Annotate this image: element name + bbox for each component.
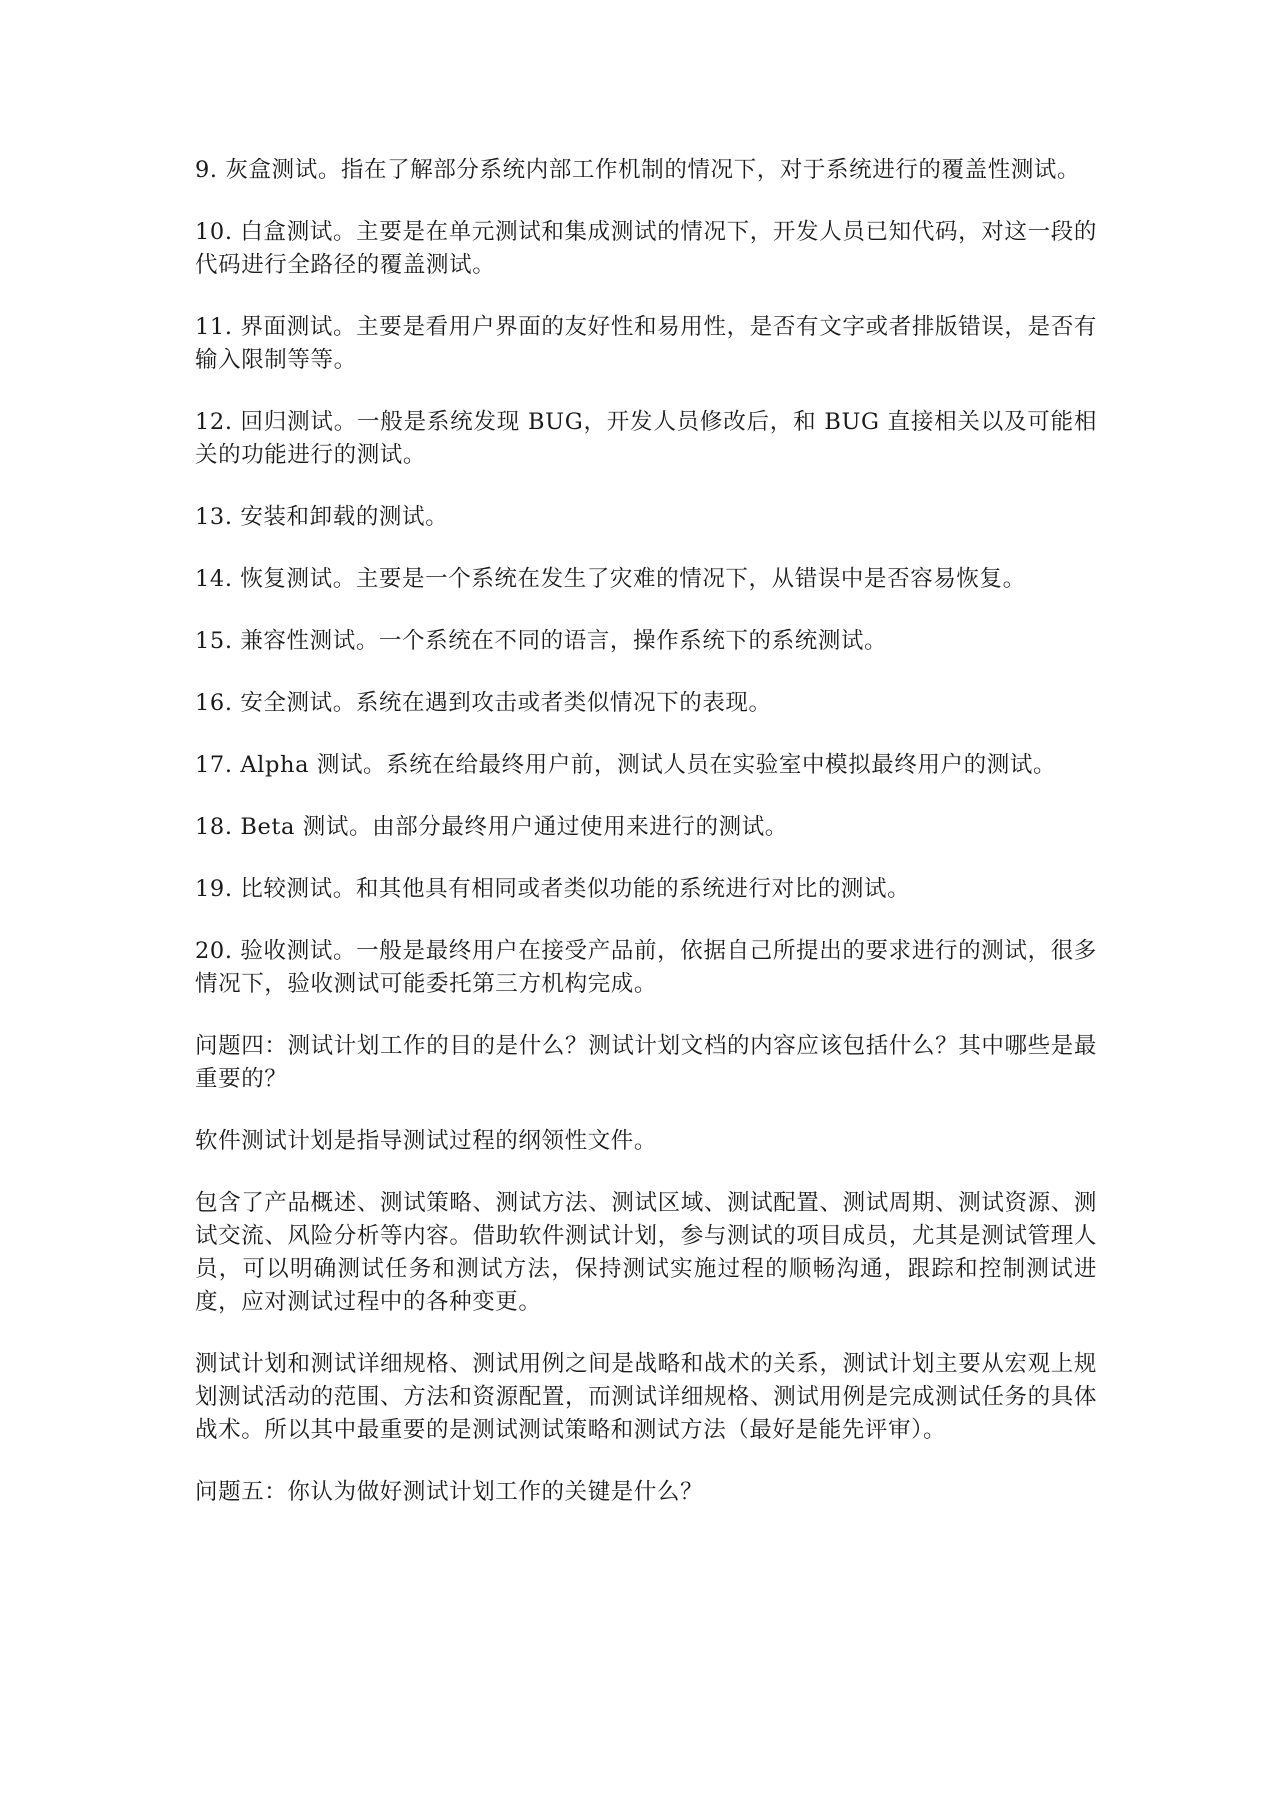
paragraph-item-16-security: 16. 安全测试。系统在遇到攻击或者类似情况下的表现。 — [195, 690, 772, 716]
answer-paragraph-3: 测试计划和测试详细规格、测试用例之间是战略和战术的关系，测试计划主要从宏观上规划测试活动的范围、方法和资源配置，而测试详细规格、测试用例是完成测试任务的具体战术。所以其中最重要的是测试测试策略和测试方法（最好是能先评审）。 — [195, 1351, 1097, 1443]
paragraph-item-13-install: 13. 安装和卸载的测试。 — [195, 504, 449, 530]
paragraph-item-14-recovery: 14. 恢复测试。主要是一个系统在发生了灾难的情况下，从错误中是否容易恢复。 — [195, 566, 1026, 592]
question-5-heading: 问题五：你认为做好测试计划工作的关键是什么？ — [195, 1479, 704, 1505]
document-body — [195, 154, 1097, 1509]
paragraph-item-9-graybox: 9. 灰盒测试。指在了解部分系统内部工作机制的情况下，对于系统进行的覆盖性测试。 — [195, 157, 1081, 183]
paragraph-item-10-whitebox: 10. 白盒测试。主要是在单元测试和集成测试的情况下，开发人员已知代码，对这一段的代码进行全路径的覆盖测试。 — [195, 219, 1097, 278]
paragraph-item-18-beta: 18. Beta 测试。由部分最终用户通过使用来进行的测试。 — [195, 814, 788, 840]
answer-paragraph-1: 软件测试计划是指导测试过程的纲领性文件。 — [195, 1128, 658, 1154]
question-4-heading: 问题四：测试计划工作的目的是什么？测试计划文档的内容应该包括什么？其中哪些是最重要的？ — [195, 1033, 1097, 1092]
paragraph-item-15-compatibility: 15. 兼容性测试。一个系统在不同的语言，操作系统下的系统测试。 — [195, 628, 888, 654]
paragraph-item-12-regression: 12. 回归测试。一般是系统发现 BUG，开发人员修改后，和 BUG 直接相关以及可能相关的功能进行的测试。 — [195, 409, 1097, 468]
paragraph-item-17-alpha: 17. Alpha 测试。系统在给最终用户前，测试人员在实验室中模拟最终用户的测试。 — [195, 752, 1057, 778]
answer-paragraph-2: 包含了产品概述、测试策略、测试方法、测试区域、测试配置、测试周期、测试资源、测试交流、风险分析等内容。借助软件测试计划，参与测试的项目成员，尤其是测试管理人员，可以明确测试任务和测试方法，保持测试实施过程的顺畅沟通，跟踪和控制测试进度，应对测试过程中的各种变更。 — [195, 1190, 1097, 1315]
paragraph-item-11-ui-test: 11. 界面测试。主要是看用户界面的友好性和易用性，是否有文字或者排版错误，是否有输入限制等等。 — [195, 314, 1097, 373]
paragraph-item-19-comparison: 19. 比较测试。和其他具有相同或者类似功能的系统进行对比的测试。 — [195, 876, 911, 902]
paragraph-item-20-acceptance: 20. 验收测试。一般是最终用户在接受产品前，依据自己所提出的要求进行的测试，很多情况下，验收测试可能委托第三方机构完成。 — [195, 938, 1097, 997]
